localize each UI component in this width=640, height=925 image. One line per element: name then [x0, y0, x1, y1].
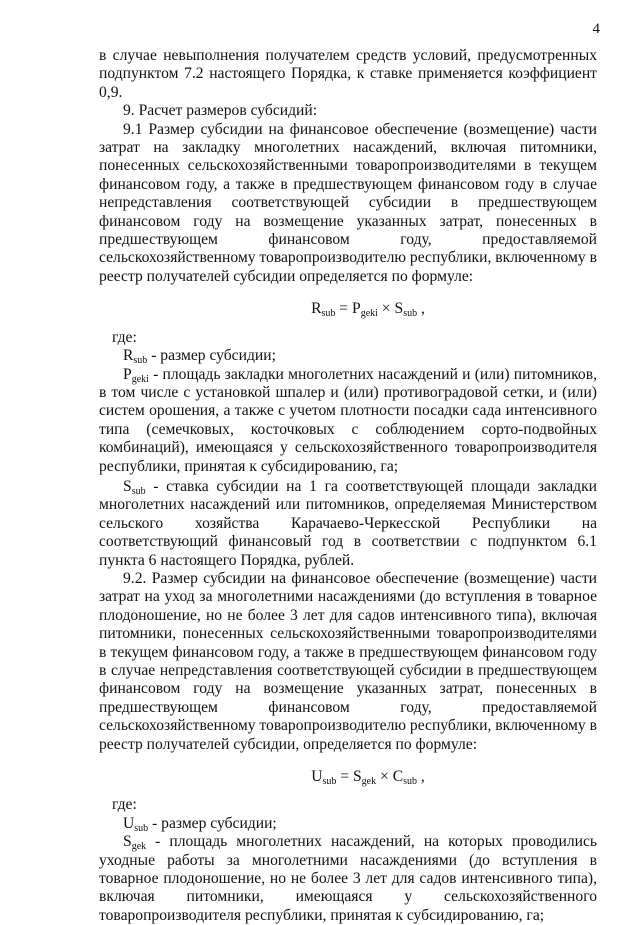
formula-subscript: sub [322, 776, 337, 788]
page-number: 4 [592, 21, 600, 37]
formula-subscript: sub [403, 308, 418, 320]
paragraph-9-2: 9.2. Размер субсидии на финансовое обеспечение (возмещение) части затрат на уход за многолетними насаждениями (до вступления в товарное плодоношение, но не более 3 лет для садов интенсивного типа), включая питомники, понесенных сельскохозяйственными товаропроизводителями в текущем финансовом году, а также в предшествующем финансовом году в случае непредставления соответствующей субсидии в предшествующем финансовом году на возмещение указанных затрат, понесенных в предшествующем финансовом году, предоставляемой сельскохозяйственному товаропроизводителю республики, включенному в реестр получателей субсидии, определяется по формуле: [99, 569, 597, 753]
formula-symbol: S [352, 768, 362, 786]
definition-subscript: sub [133, 355, 148, 367]
definition-symbol: S [123, 477, 132, 495]
definition-text: - размер субсидии; [148, 814, 277, 832]
definition-subscript: geki [131, 373, 149, 385]
formula-comma: , [417, 300, 425, 318]
definition-u-sub [99, 815, 597, 833]
formula-subscript: gek [361, 776, 377, 788]
formula-subscript: sub [321, 308, 336, 320]
formula-equals: = [336, 768, 353, 786]
formula-symbol: P [352, 300, 361, 318]
definition-subscript: sub [134, 822, 149, 834]
definition-symbol: U [123, 814, 135, 832]
document-body [99, 47, 597, 925]
definition-text: - ставка субсидии на 1 га соответствующей площади закладки многолетних насаждений или питомников, определяемая Министерством сельского хозяйства Карачаево-Черкесской Республики на соответствующий финансовый год в соответствии с подпунктом 6.1 пункта 6 настоящего Порядка, рублей. [99, 477, 597, 569]
formula-symbol: R [311, 300, 322, 318]
formula-subscript: geki [360, 308, 378, 320]
paragraph-9-1: 9.1 Размер субсидии на финансовое обеспечение (возмещение) части затрат на закладку многолетних насаждений, включая питомники, понесенных сельскохозяйственными товаропроизводителями в текущем финансовом году, а также в предшествующем финансовом году в случае непредставления соответствующей субсидии в предшествующем финансовом году на возмещение указанных затрат, понесенных в предшествующем финансовом году, предоставляемой сельскохозяйственному товаропроизводителю республики, включенному в реестр получателей субсидии определяется по формуле: [99, 120, 597, 285]
formula-r-sub [99, 300, 597, 318]
formula-symbol: U [311, 768, 323, 786]
formula-comma: , [417, 768, 425, 786]
formula-symbol: C [392, 768, 404, 786]
where-label: где: [112, 796, 137, 814]
formula-equals: = [335, 300, 352, 318]
where-label: где: [112, 328, 137, 346]
definition-r-sub [99, 347, 597, 365]
definition-text: - площадь закладки многолетних насаждений и (или) питомников, в том числе с установкой шпалер и (или) противоградовой сетки, и (или) систем орошения, а также с учетом плотности посадки сада интенсивного типа (семечковых, косточковых с соблюдением сорто-подвойных комбинаций), имеющаяся у сельскохозяйственного товаропроизводителя республики, принятая к субсидированию, га; [99, 365, 597, 475]
paragraph-coefficient [99, 47, 597, 102]
definition-s-gek [99, 833, 597, 925]
paragraph-coefficient-text: в случае невыполнения получателем средств условий, предусмотренных подпунктом 7.2 настоящего Порядка, к ставке применяется коэффициент 0,9. [99, 47, 597, 101]
definition-s-sub [99, 478, 597, 570]
formula-symbol: S [394, 300, 404, 318]
formula-times: × [376, 768, 393, 786]
formula-u-sub [99, 768, 597, 786]
definition-symbol: P [123, 365, 132, 383]
definition-text: - площадь многолетних насаждений, на которых проводились уходные работы за многолетними насаждениями (до вступления в товарное плодоношение, но не более 3 лет для садов интенсивного типа), включая питомники, имеющаяся у сельскохозяйственного товаропроизводителя республики, принятая к субсидированию, га; [99, 833, 597, 924]
definition-subscript: gek [131, 841, 147, 853]
definition-symbol: S [123, 833, 132, 851]
definition-p-geki [99, 366, 597, 476]
formula-times: × [377, 300, 395, 318]
definition-text: - размер субсидии; [147, 347, 276, 365]
definition-subscript: sub [131, 485, 146, 497]
paragraph-heading-9: 9. Расчет размеров субсидий: [123, 102, 318, 120]
definition-symbol: R [123, 347, 134, 365]
formula-subscript: sub [403, 776, 417, 788]
